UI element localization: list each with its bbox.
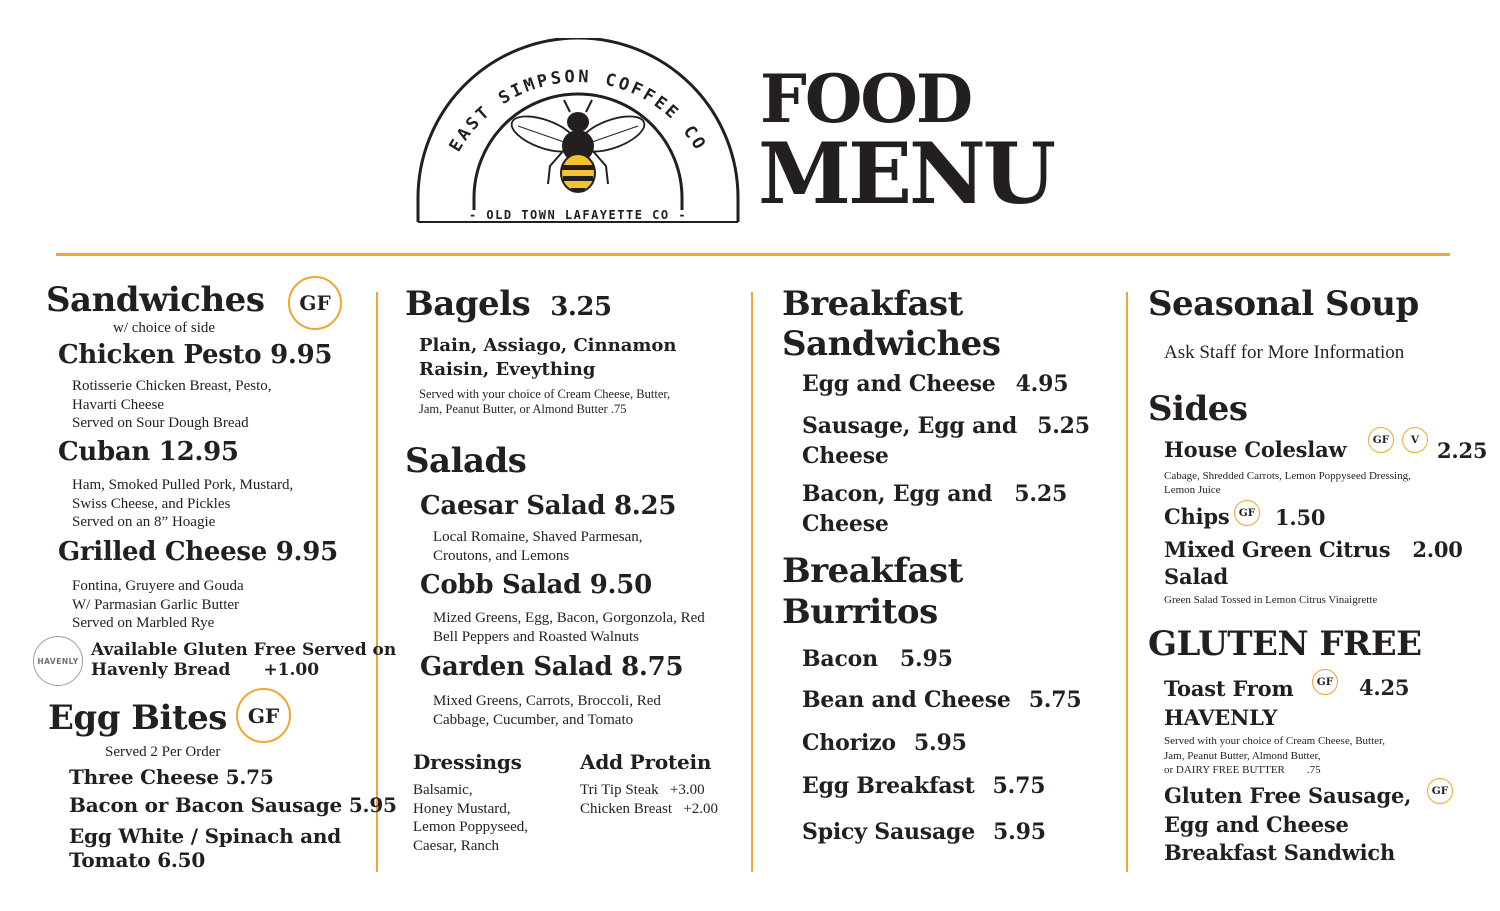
- logo-graphic: [414, 38, 742, 230]
- soup-note: Ask Staff for More Information: [1164, 342, 1405, 363]
- sandwiches-subtitle: w/ choice of side: [113, 320, 216, 336]
- menu-item-description: Ham, Smoked Pulled Pork, Mustard, Swiss Cheese, and Pickles Served on an 8” Hoagie: [72, 477, 294, 530]
- menu-item-name: Cobb Salad 9.50: [420, 570, 652, 600]
- menu-item-name: Mixed Green Citrus 2.00 Salad: [1164, 537, 1463, 589]
- title-food: FOOD: [760, 60, 972, 138]
- seasonal-soup-heading: Seasonal Soup: [1148, 284, 1419, 324]
- gf-badge: GF: [1427, 778, 1453, 804]
- egg-bites-heading: Egg Bites: [48, 698, 227, 738]
- gf-badge: GF: [236, 688, 291, 743]
- menu-item-name: Three Cheese 5.75: [69, 765, 274, 789]
- gluten-free-heading: GLUTEN FREE: [1148, 624, 1422, 664]
- gf-badge: GF: [1234, 500, 1260, 526]
- menu-item-description: Cabage, Shredded Carrots, Lemon Poppyseed Dressing, Lemon Juice: [1164, 470, 1411, 496]
- menu-item-name: Caesar Salad 8.25: [420, 491, 677, 521]
- menu-item-description: Mixed Greens, Carrots, Broccoli, Red Cabbage, Cucumber, and Tomato: [433, 693, 661, 728]
- menu-item-name: Bacon, Egg and 5.25 Cheese: [802, 481, 1068, 537]
- sandwiches-heading: Sandwiches: [46, 280, 265, 320]
- logo: [414, 38, 742, 230]
- menu-item-name: Chorizo 5.95: [802, 730, 967, 756]
- menu-item-name: Chicken Pesto 9.95: [58, 340, 333, 370]
- menu-item-description: Green Salad Tossed in Lemon Citrus Vinaigrette: [1164, 594, 1378, 606]
- logo-bottom-text: - OLD TOWN LAFAYETTE CO -: [468, 208, 688, 222]
- gf-badge: GF: [288, 276, 342, 330]
- column-divider-1: [376, 292, 378, 872]
- menu-item-price: 2.25: [1437, 438, 1488, 463]
- egg-bites-subtitle: Served 2 Per Order: [105, 744, 221, 760]
- menu-item-name: Garden Salad 8.75: [420, 652, 684, 682]
- bagels-heading: Bagels 3.25: [405, 284, 612, 324]
- menu-item-name: Grilled Cheese 9.95: [58, 537, 338, 567]
- menu-item-description: Served with your choice of Cream Cheese, Butter, Jam, Peanut Butter, Almond Butter, or DAIRY FREE BUTTER .75: [1164, 735, 1386, 776]
- column-divider-3: [1126, 292, 1128, 872]
- menu-item-description: Rotisserie Chicken Breast, Pesto, Havarti Cheese Served on Sour Dough Bread: [72, 378, 272, 431]
- salads-heading: Salads: [405, 441, 527, 481]
- menu-item-name: Egg and Cheese 4.95: [802, 371, 1069, 397]
- gf-badge: GF: [1368, 427, 1394, 453]
- breakfast-burritos-heading: Breakfast Burritos: [782, 551, 963, 632]
- menu-item-name: Egg White / Spinach and Tomato 6.50: [69, 824, 342, 872]
- menu-item-price: 4.25: [1359, 675, 1410, 700]
- menu-item-name: Chips: [1164, 504, 1230, 529]
- menu-item-description: Mized Greens, Egg, Bacon, Gorgonzola, Red Bell Peppers and Roasted Walnuts: [433, 610, 705, 645]
- column-divider-2: [751, 292, 753, 872]
- bagels-note: Served with your choice of Cream Cheese, Butter, Jam, Peanut Butter, or Almond Butter .75: [419, 387, 671, 416]
- menu-item-price: 1.50: [1275, 505, 1326, 530]
- add-protein-heading: Add Protein: [580, 750, 712, 774]
- menu-item-name: Egg Breakfast 5.75: [802, 773, 1046, 799]
- dressings-list: Balsamic, Honey Mustard, Lemon Poppyseed, Caesar, Ranch: [413, 782, 528, 854]
- menu-item-name: Bean and Cheese 5.75: [802, 687, 1082, 713]
- protein-list: Tri Tip Steak +3.00 Chicken Breast +2.00: [580, 782, 719, 817]
- menu-item-name: Sausage, Egg and 5.25 Cheese: [802, 413, 1090, 469]
- havenly-logo: HAVENLY: [33, 636, 83, 686]
- menu-item-name: Bacon 5.95: [802, 646, 953, 672]
- menu-item-name: Bacon or Bacon Sausage 5.95: [69, 793, 397, 817]
- menu-item-description: Fontina, Gruyere and Gouda W/ Parmasian Garlic Butter Served on Marbled Rye: [72, 578, 244, 631]
- menu-item-name: House Coleslaw: [1164, 437, 1347, 462]
- menu-item-name: Gluten Free Sausage, Egg and Cheese Breakfast Sandwich: [1164, 783, 1412, 865]
- gf-badge: GF: [1312, 669, 1338, 695]
- breakfast-sandwiches-heading: Breakfast Sandwiches: [782, 284, 1001, 364]
- sides-heading: Sides: [1148, 389, 1248, 429]
- gf-bread-note: Available Gluten Free Served on Havenly Bread +1.00: [91, 640, 397, 680]
- menu-item-name: Toast From HAVENLY: [1164, 676, 1294, 730]
- vegan-badge: V: [1402, 427, 1428, 453]
- bagel-flavors: Plain, Assiago, Cinnamon Raisin, Eveything: [419, 335, 677, 380]
- menu-item-description: Local Romaine, Shaved Parmesan, Croutons, and Lemons: [433, 529, 643, 564]
- menu-item-name: Spicy Sausage 5.95: [802, 819, 1046, 845]
- logo-top-text: EAST SIMPSON COFFEE CO: [445, 66, 711, 156]
- dressings-heading: Dressings: [413, 750, 522, 774]
- menu-item-name: Cuban 12.95: [58, 437, 239, 467]
- header-divider: [56, 253, 1450, 256]
- title-menu: MENU: [758, 124, 1054, 223]
